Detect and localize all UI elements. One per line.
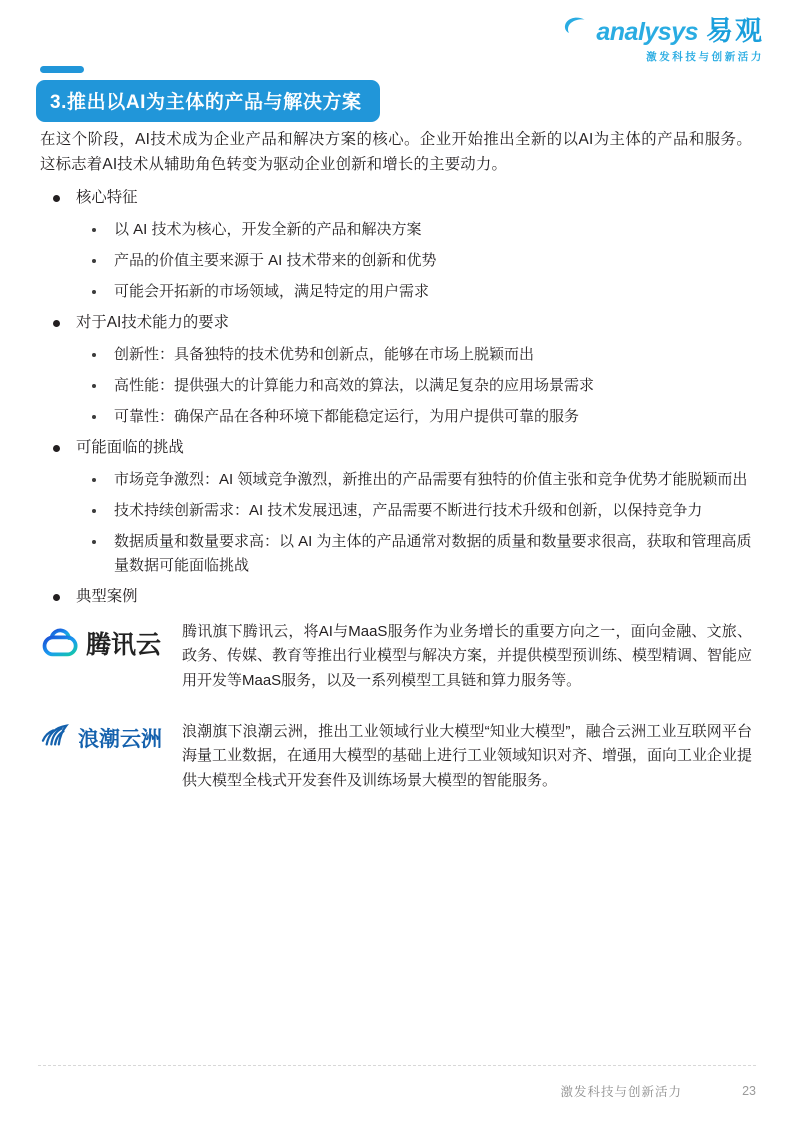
page-number: 23	[742, 1084, 756, 1098]
bullet-group-core-features	[40, 186, 752, 304]
sub-bullet-list	[76, 218, 752, 304]
main-content	[40, 128, 752, 819]
brand-row	[562, 14, 764, 45]
case-study-tencent-cloud	[40, 620, 752, 694]
bullet-group-ai-requirements	[40, 311, 752, 429]
bullet-label: 典型案例	[76, 587, 138, 605]
bullet-label: 核心特征	[76, 188, 138, 206]
sub-bullet-list	[76, 468, 752, 578]
page-title: 3.推出以AI为主体的产品与解决方案	[36, 80, 380, 122]
brand-name-en: analysys	[596, 18, 698, 46]
inspur-logo	[40, 720, 172, 755]
inspur-label: 浪潮云洲	[78, 728, 162, 751]
list-item: 高性能：提供强大的计算能力和高效的算法，以满足复杂的应用场景需求	[76, 374, 752, 398]
brand-name-cn: 易观	[706, 16, 764, 46]
list-item: 市场竞争激烈：AI 领域竞争激烈，新推出的产品需要有独特的价值主张和竞争优势才能脱颖而出	[76, 468, 752, 492]
brand-logo	[562, 14, 764, 63]
list-item: 技术持续创新需求：AI 技术发展迅速，产品需要不断进行技术升级和创新，以保持竞争力	[76, 499, 752, 523]
intro-paragraph: 在这个阶段，AI技术成为企业产品和解决方案的核心。企业开始推出全新的以AI为主体的产品和服务。这标志着AI技术从辅助角色转变为驱动企业创新和增长的主要动力。	[40, 131, 752, 173]
case-study-text: 腾讯旗下腾讯云，将AI与MaaS服务作为业务增长的重要方向之一，面向金融、文旅、政务、传媒、教育等推出行业模型与解决方案，并提供模型预训练、模型精调、智能应用开发等MaaS服务，以及一系列模型工具链和算力服务等。	[182, 622, 753, 689]
brand-tagline-text: 激发科技与创新活力	[646, 51, 764, 63]
bullet-label: 对于AI技术能力的要求	[76, 313, 230, 331]
bullet-label: 可能面临的挑战	[76, 438, 184, 456]
list-item: 以 AI 技术为核心，开发全新的产品和解决方案	[76, 218, 752, 242]
sub-bullet-list	[76, 343, 752, 429]
bullet-list	[40, 186, 752, 610]
wave-sail-icon	[40, 722, 72, 755]
bullet-group-challenges	[40, 436, 752, 578]
case-study-list	[40, 620, 752, 794]
list-item: 数据质量和数量要求高：以 AI 为主体的产品通常对数据的质量和数量要求很高，获取和管理高质量数据可能面临挑战	[76, 530, 752, 578]
page-footer	[38, 1082, 756, 1100]
list-item: 可能会开拓新的市场领域，满足特定的用户需求	[76, 280, 752, 304]
analysys-swirl-icon	[562, 14, 588, 40]
title-accent-dash	[40, 66, 84, 73]
case-study-inspur-yunzhou	[40, 720, 752, 794]
footer-tagline: 激发科技与创新活力	[560, 1085, 682, 1099]
tencent-cloud-label: 腾讯云	[86, 631, 162, 660]
list-item: 创新性：具备独特的技术优势和创新点，能够在市场上脱颖而出	[76, 343, 752, 367]
section-title-block	[36, 66, 380, 122]
bullet-group-case-studies	[40, 585, 752, 610]
footer-divider	[38, 1065, 756, 1066]
list-item: 产品的价值主要来源于 AI 技术带来的创新和优势	[76, 249, 752, 273]
cloud-icon	[40, 624, 80, 663]
brand-tagline	[562, 52, 764, 63]
case-study-text: 浪潮旗下浪潮云洲，推出工业领域行业大模型“知业大模型”，融合云洲工业互联网平台海量工业数据，在通用大模型的基础上进行工业领域知识对齐、增强，面向工业企业提供大模型全栈式开发套件及训练场景大模型的智能服务。	[182, 722, 753, 789]
tencent-cloud-logo	[40, 620, 172, 663]
list-item: 可靠性：确保产品在各种环境下都能稳定运行，为用户提供可靠的服务	[76, 405, 752, 429]
page-header	[0, 0, 794, 66]
